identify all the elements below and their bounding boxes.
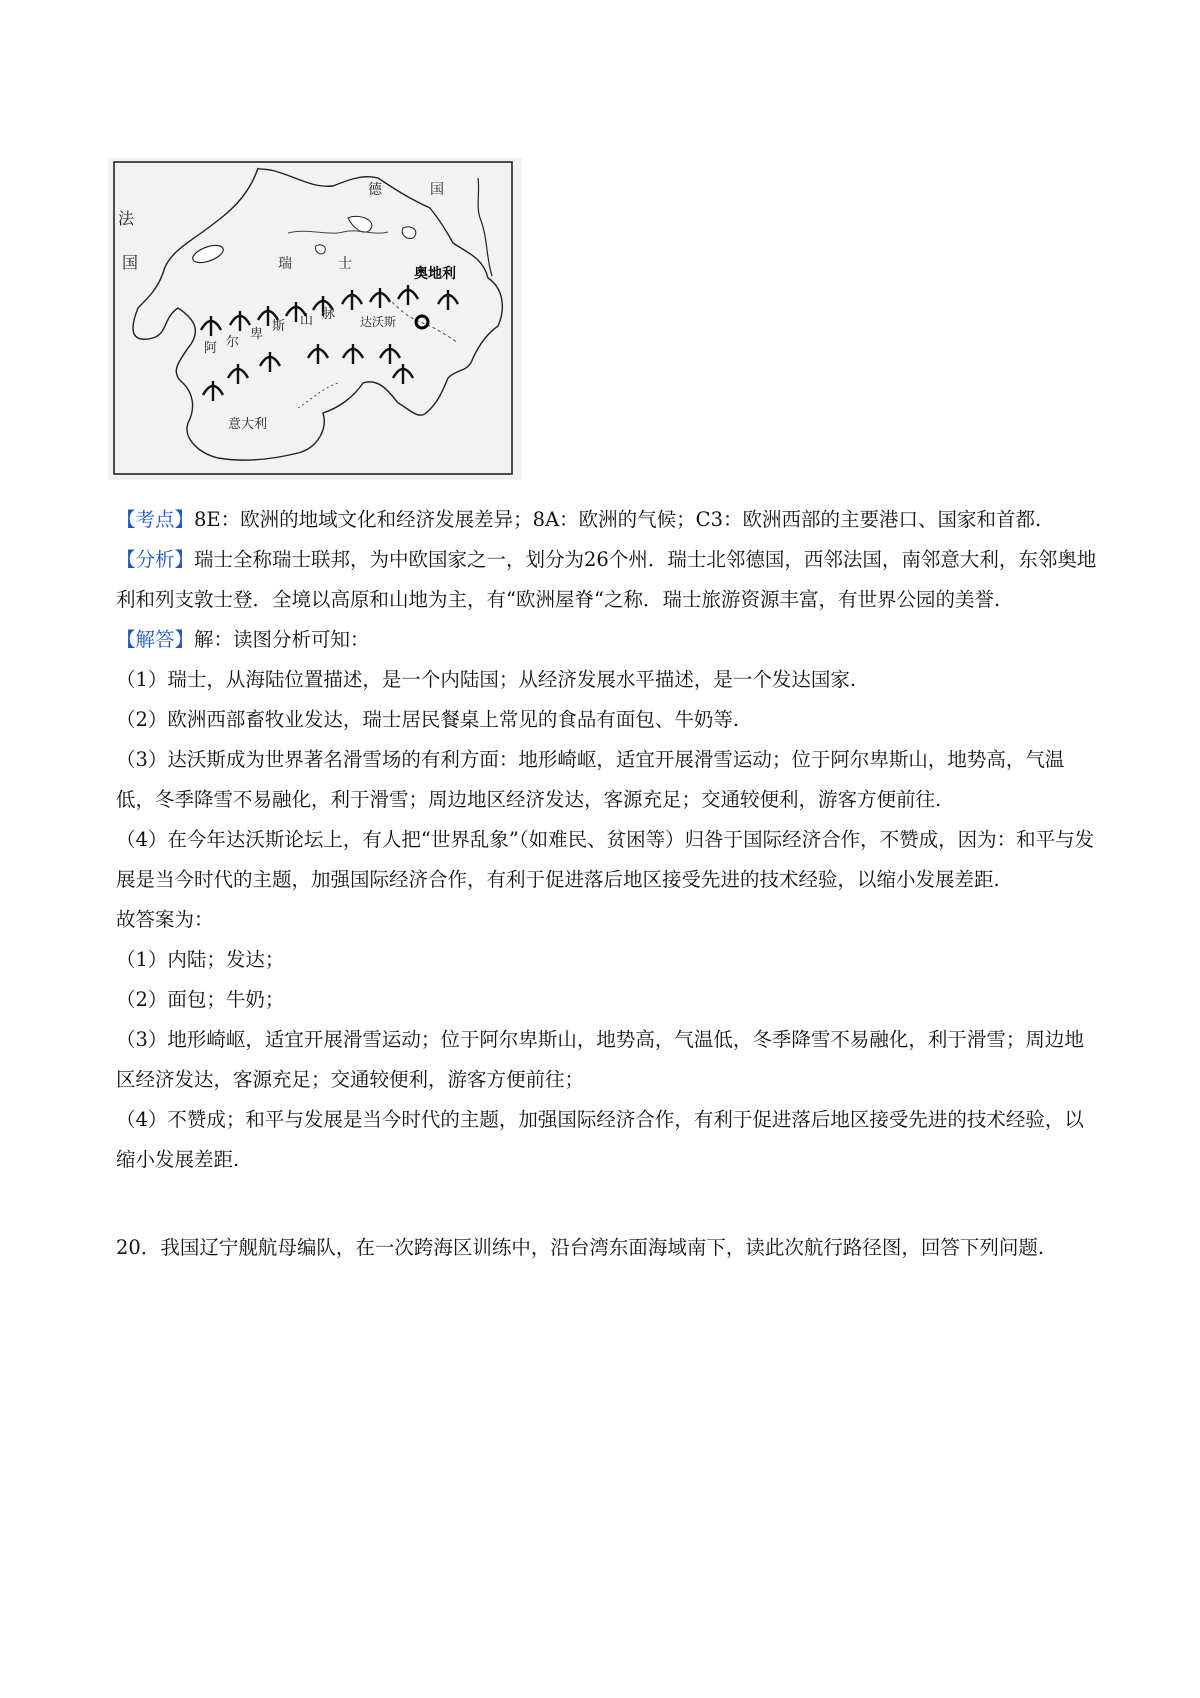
answer-heading: 故答案为： <box>116 908 214 931</box>
kaodian-paragraph <box>116 500 1098 540</box>
label-austria: 奥地利 <box>414 266 456 282</box>
spacer <box>116 1180 1098 1220</box>
switzerland-map <box>108 158 522 480</box>
kaodian-text: 8E：欧洲的地域文化和经济发展差异；8A：欧洲的气候；C3：欧洲西部的主要港口、国家和首都. <box>194 508 1042 531</box>
answer-4: （4）不赞成；和平与发展是当今时代的主题，加强国际经济合作，有利于促进落后地区接受先进的技术经验，以缩小发展差距. <box>116 1108 1084 1171</box>
analysis-item-4: （4）在今年达沃斯论坛上，有人把“世界乱象”（如难民、贫困等）归咎于国际经济合作，不赞成，因为：和平与发展是当今时代的主题，加强国际经济合作，有利于促进落后地区接受先进的技术经验，以缩小发展差距. <box>116 828 1095 891</box>
fenxi-paragraph <box>116 540 1098 620</box>
davos-marker <box>416 316 428 328</box>
label-france-1: 法 <box>118 209 135 228</box>
jieda-text: 解：读图分析可知： <box>194 628 370 651</box>
label-alps-3: 卑 <box>250 327 264 342</box>
question-20: 20．我国辽宁舰航母编队，在一次跨海区训练中，沿台湾东面海域南下，读此次航行路径图，回答下列问题. <box>116 1236 1045 1259</box>
country-border <box>133 168 502 460</box>
label-france-2: 国 <box>122 253 139 272</box>
solution-content <box>116 500 1098 1268</box>
answer-3: （3）地形崎岖，适宜开展滑雪运动；位于阿尔卑斯山，地势高，气温低，冬季降雪不易融化，利于滑雪；周边地区经济发达，客源充足；交通较便利，游客方便前往； <box>116 1028 1084 1091</box>
label-alps-6: 脉 <box>322 307 336 322</box>
jieda-paragraph <box>116 620 1098 660</box>
fenxi-tag: 【分析】 <box>116 548 195 571</box>
label-alps-1: 阿 <box>204 341 218 356</box>
answer-2: （2）面包；牛奶； <box>116 988 285 1011</box>
kaodian-tag: 【考点】 <box>116 508 195 531</box>
label-alps-5: 山 <box>300 313 314 328</box>
label-switzerland-1: 瑞 <box>278 256 292 272</box>
analysis-item-3: （3）达沃斯成为世界著名滑雪场的有利方面：地形崎岖，适宜开展滑雪运动；位于阿尔卑斯山，地势高，气温低，冬季降雪不易融化，利于滑雪；周边地区经济发达，客源充足；交通较便利，游客方便前往. <box>116 748 1065 811</box>
fenxi-text: 瑞士全称瑞士联邦，为中欧国家之一，划分为26个州．瑞士北邻德国，西邻法国，南邻意大利，东邻奥地利和列支敦士登．全境以高原和山地为主，有“欧洲屋脊“之称．瑞士旅游资源丰富，有世界公园的美誉. <box>116 548 1097 611</box>
label-davos: 达沃斯 <box>360 315 397 329</box>
jieda-tag: 【解答】 <box>116 628 195 651</box>
label-alps-2: 尔 <box>226 335 240 350</box>
answer-1: （1）内陆；发达； <box>116 948 285 971</box>
analysis-item-1: （1）瑞士，从海陆位置描述，是一个内陆国；从经济发展水平描述，是一个发达国家. <box>116 668 857 691</box>
label-alps-4: 斯 <box>272 319 286 334</box>
analysis-item-2: （2）欧洲西部畜牧业发达，瑞士居民餐桌上常见的食品有面包、牛奶等. <box>116 708 740 731</box>
label-germany-1: 德 <box>368 182 382 198</box>
map-drawing <box>108 158 522 480</box>
label-germany-2: 国 <box>430 182 444 198</box>
label-switzerland-2: 士 <box>338 256 352 272</box>
label-italy: 意大利 <box>228 417 268 432</box>
